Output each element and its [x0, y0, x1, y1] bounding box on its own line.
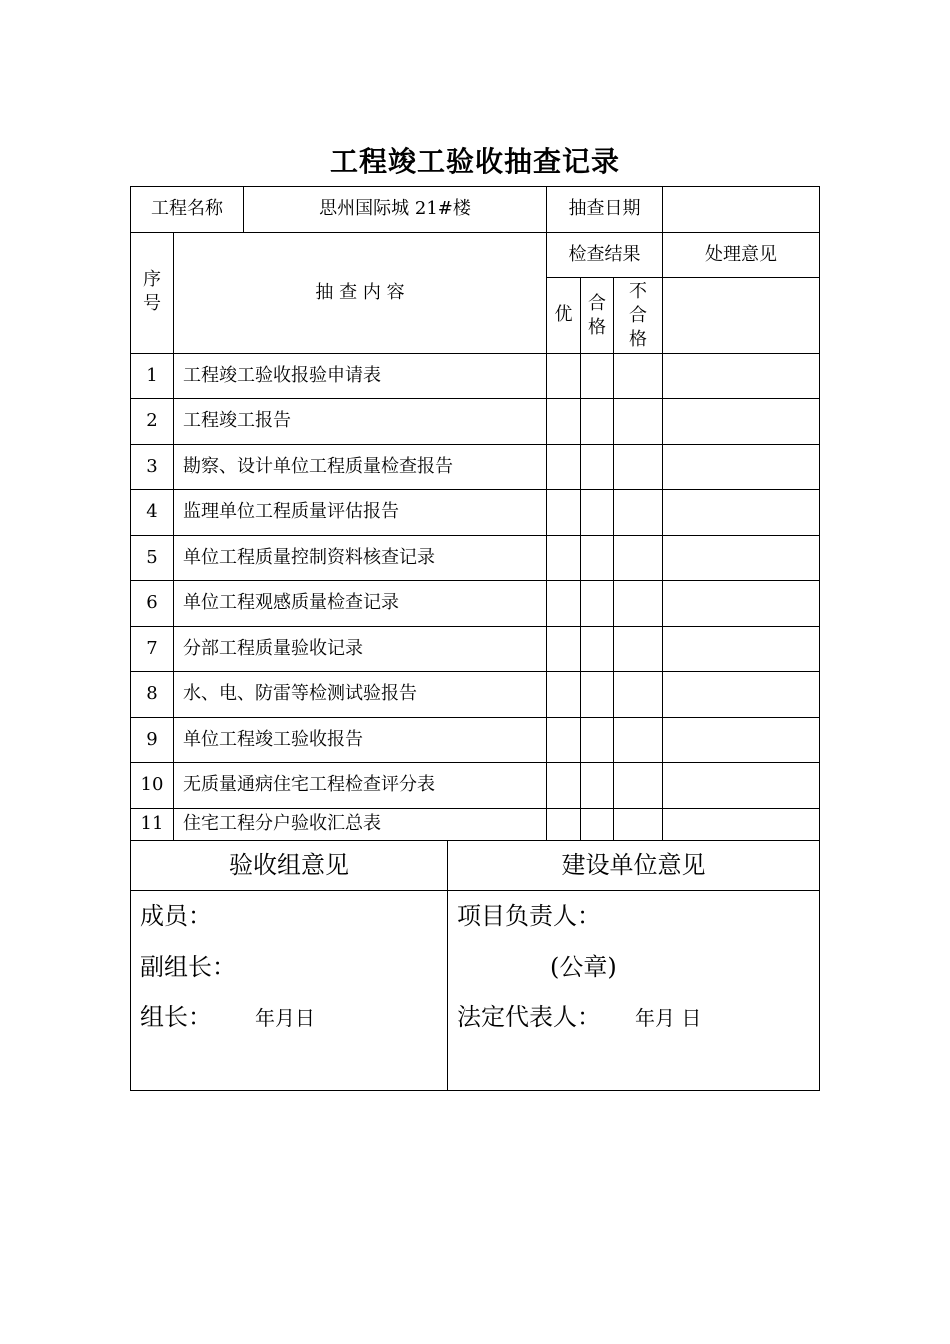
- row-content: 单位工程质量控制资料核查记录: [183, 547, 435, 568]
- row-content: 住宅工程分户验收汇总表: [183, 813, 381, 834]
- check-date-label: 抽查日期: [568, 198, 641, 219]
- acceptance-group-title: 验收组意见: [229, 851, 349, 879]
- row-number: 2: [146, 410, 158, 431]
- row-number: 4: [146, 501, 158, 522]
- table-rule: [130, 762, 820, 763]
- table-rule: [546, 186, 547, 840]
- row-number: 5: [146, 547, 158, 568]
- table-rule: [130, 398, 820, 399]
- members-label: 成员：: [140, 902, 212, 930]
- row-number: 1: [146, 365, 158, 386]
- row-number: 10: [140, 774, 164, 795]
- table-rule: [130, 580, 820, 581]
- serial-header: 序 号: [143, 269, 161, 314]
- right-date: 年月 日: [635, 1006, 702, 1030]
- row-number: 3: [146, 456, 158, 477]
- table-rule: [130, 840, 820, 841]
- row-number: 9: [146, 729, 158, 750]
- row-content: 无质量通病住宅工程检查评分表: [183, 774, 435, 795]
- table-rule: [130, 444, 820, 445]
- table-rule: [130, 626, 820, 627]
- table-rule: [130, 489, 820, 490]
- project-name-label: 工程名称: [151, 198, 223, 219]
- table-rule: [130, 535, 820, 536]
- deputy-leader-label: 副组长：: [140, 953, 236, 981]
- row-content: 分部工程质量验收记录: [183, 638, 363, 659]
- row-content: 水、电、防雷等检测试验报告: [183, 683, 417, 704]
- table-rule: [130, 808, 820, 809]
- table-rule: [130, 671, 820, 672]
- table-rule: [580, 277, 581, 840]
- project-head-label: 项目负责人：: [457, 902, 601, 930]
- row-number: 8: [146, 683, 158, 704]
- table-border: [130, 186, 820, 187]
- table-rule: [613, 277, 614, 840]
- row-number: 11: [140, 813, 164, 834]
- table-rule: [547, 277, 820, 278]
- table-rule: [130, 353, 820, 354]
- table-border: [819, 186, 820, 1091]
- table-rule: [130, 890, 820, 891]
- row-content: 单位工程竣工验收报告: [183, 729, 363, 750]
- left-date: 年月日: [255, 1006, 315, 1030]
- excellent-header: 优: [554, 304, 573, 325]
- project-name-value: 思州国际城 21#楼: [319, 198, 471, 219]
- table-rule: [130, 232, 820, 233]
- row-content: 工程竣工验收报验申请表: [183, 365, 381, 386]
- row-number: 7: [146, 638, 158, 659]
- opinion-header: 处理意见: [705, 244, 777, 265]
- row-content: 勘察、设计单位工程质量检查报告: [183, 456, 453, 477]
- content-header: 抽 查 内 容: [315, 282, 405, 303]
- row-content: 监理单位工程质量评估报告: [183, 501, 399, 522]
- result-header: 检查结果: [568, 244, 641, 265]
- page-title: 工程竣工验收抽查记录: [329, 145, 620, 178]
- table-border: [130, 1090, 820, 1091]
- leader-label: 组长：: [140, 1003, 212, 1031]
- row-number: 6: [146, 592, 158, 613]
- table-rule: [173, 232, 174, 840]
- legal-rep-label: 法定代表人：: [457, 1003, 601, 1031]
- fail-header: 不 合 格: [629, 281, 647, 350]
- row-content: 单位工程观感质量检查记录: [183, 592, 399, 613]
- row-content: 工程竣工报告: [183, 410, 291, 431]
- pass-header: 合 格: [588, 293, 606, 338]
- developer-title: 建设单位意见: [561, 851, 706, 879]
- table-rule: [130, 717, 820, 718]
- seal-label: (公章): [550, 953, 617, 981]
- table-rule: [662, 186, 663, 840]
